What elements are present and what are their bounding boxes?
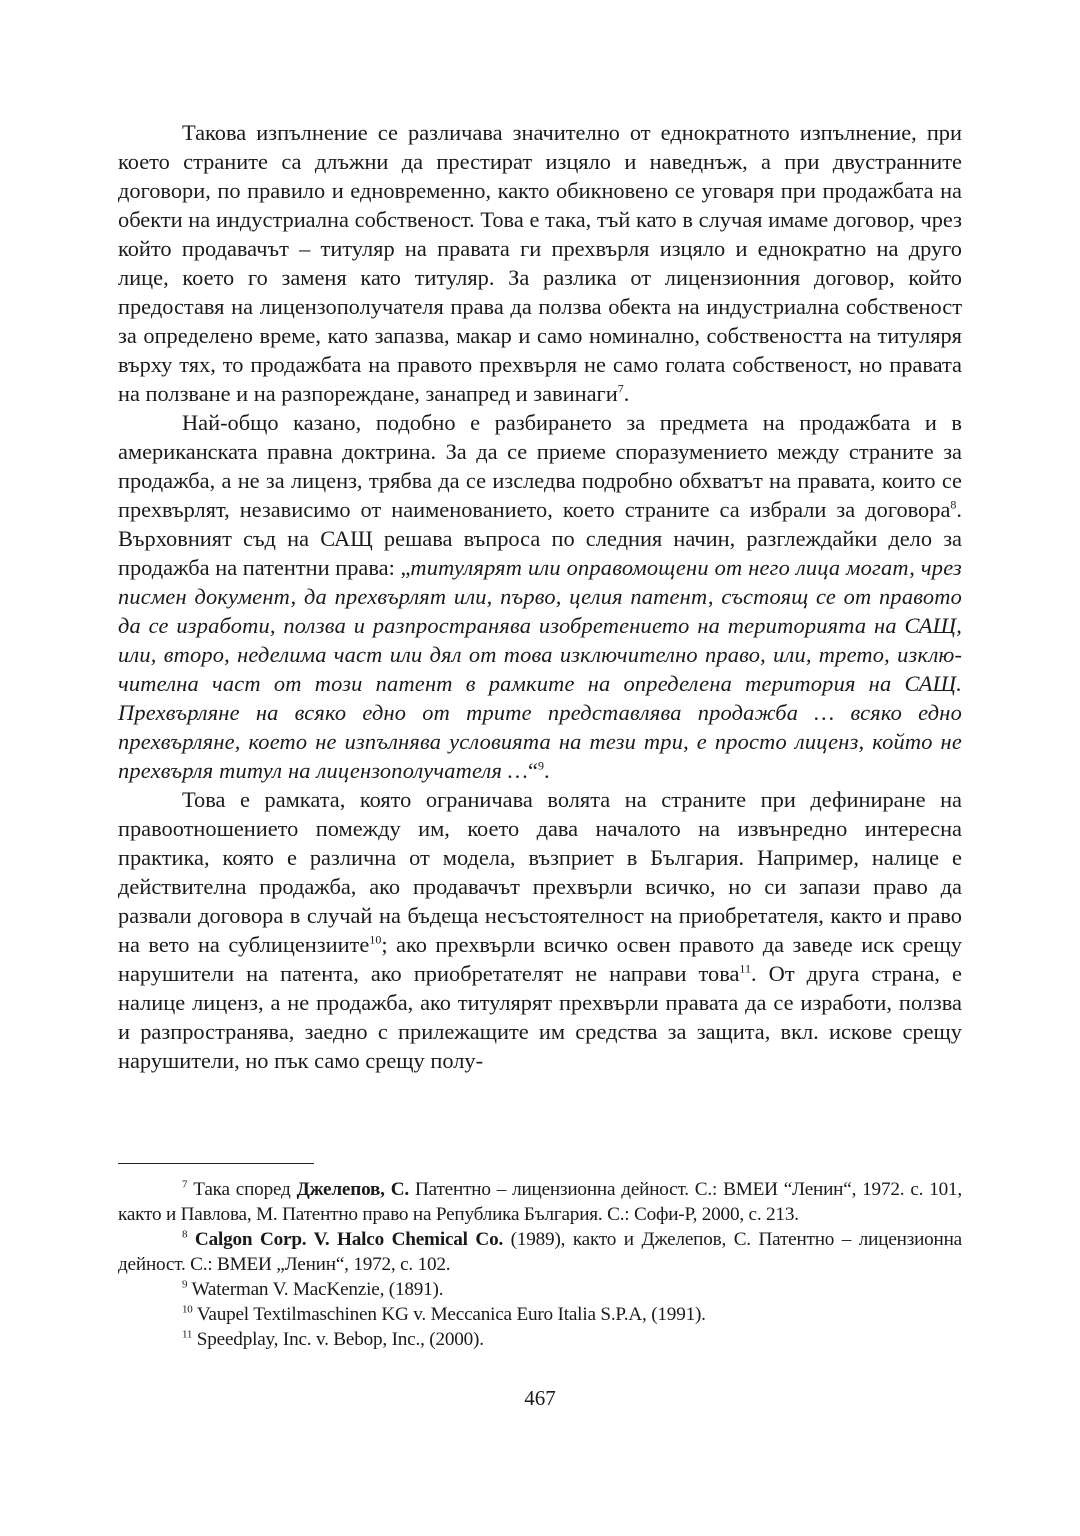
footnote-ref-8[interactable]: 8 (950, 497, 957, 512)
footnote-text: Vaupel Textilmaschinen KG v. Meccanica Euro Italia S.P.A, (1991). (192, 1304, 706, 1325)
quote-close-mark: “ (528, 758, 538, 783)
footnote-9 (118, 1277, 962, 1302)
paragraph-3 (118, 785, 962, 1075)
paragraph-2 (118, 408, 962, 785)
paragraph-2-text-cont: . Върховният съд на САЩ решава въпроса по следния начин, разглеждайки дело за продажба на патентни права: „ (118, 497, 962, 580)
footnote-7 (118, 1177, 962, 1227)
footnote-number: 8 (182, 1228, 188, 1241)
paragraph-1 (118, 118, 962, 408)
footnote-text: Waterman V. MacKenzie, (1891). (187, 1279, 444, 1300)
paragraph-3-text: Това е рамката, която ограничава волята на страните при дефиниране на правоотношението помежду им, което дава началото на извънредно интересна практика, която е различна от модела, възприет в България. Например, налице е действителна продажба, ако продавачът прехвърли всичко, но си запази право да развали договора в случай на бъдеща несъстоятелност на приобретателя, както и право на вето на сублицензиите (118, 787, 962, 957)
footnote-11 (118, 1327, 962, 1352)
footnote-case-name: Calgon Corp. V. Halco Chemical Co. (187, 1229, 504, 1250)
body-text (118, 118, 962, 1075)
paragraph-2-text: Най-общо казано, подобно е разбирането за предмета на продажбата и в американската правна доктрина. За да се приеме споразумението между страните за продажба, а не за лиценз, трябва да се изследва подробно обхватът на правата, които се прехвърлят, независимо от наименованието, което страните са избрали за договора (118, 410, 962, 522)
footnote-text: (1989), както и Джелепов, С. Патентно – лицензионна дейност. С.: ВМЕИ „Ленин“, 1972, с. 102. (118, 1229, 962, 1275)
paragraph-3-text-cont: ; ако прехвърли всичко освен правото да заведе иск срещу нарушители на патента, ако приобретателят не направи това (118, 932, 962, 986)
footnote-text: Патентно – лицензионна дейност. С.: ВМЕИ “Ленин“, 1972. с. 101, както и Павлова, М. Патентно право на Република България. С.: Софи-Р, 2000, с. 213. (118, 1179, 962, 1225)
footnote-ref-10[interactable]: 10 (369, 932, 382, 947)
footnote-ref-7[interactable]: 7 (617, 381, 624, 396)
footnote-number: 7 (182, 1178, 188, 1191)
paragraph-2-tail: . (544, 758, 550, 783)
page-number: 467 (524, 1386, 556, 1410)
footnote-ref-9[interactable]: 9 (538, 758, 544, 773)
footnote-author: Джелепов, С. (296, 1179, 410, 1200)
court-quote: титулярят или оправомощени от него лица могат, чрез писмен документ, да прехвърлят или, първо, целия патент, състоящ се от правото да се изработи, ползва и разпространява изобретението на територията на САЩ, или, второ, неделима част или дял от това изключително право, или, трето, изключителна част от този патент в рамките на определена територия на САЩ. Прехвърляне на всяко едно от трите представлява продажба … всяко едно прехвърляне, което не изпълнява условията на тези три, е просто лиценз, който не прехвърля титул на лицензополучателя … (118, 555, 962, 783)
footnote-number: 9 (182, 1278, 188, 1291)
footnotes (118, 1177, 962, 1352)
footnote-separator (118, 1163, 314, 1164)
footnote-text: Speedplay, Inc. v. Bebop, Inc., (2000). (192, 1329, 484, 1350)
footnote-8 (118, 1227, 962, 1277)
paragraph-1-tail: . (623, 381, 630, 406)
footnote-10 (118, 1302, 962, 1327)
footnote-number: 11 (182, 1328, 193, 1341)
footnote-number: 10 (182, 1303, 193, 1316)
paragraph-1-text: Такова изпълнение се различава значително от еднократното изпълнение, при което страните са длъжни да престират изцяло и наведнъж, а при двустранните договори, по правило и едновременно, както обикновено се уговаря при продажбата на обекти на индустриална собственост. Това е така, тъй като в случая имаме договор, чрез който продавачът – титуляр на правата ги прехвърля изцяло и еднократно на друго лице, което го заменя като титуляр. За разлика от лицензионния договор, който предоставя на лицензополучателя права да ползва обекта на индустриална собственост за определено време, като запазва, макар и само номинално, собствеността на титуляря върху тях, то продажбата на правото прехвърля не само голата собственост, но правата на ползване и на разпореждане, занапред и завинаги (118, 120, 962, 406)
footnote-text: Така според (187, 1179, 297, 1200)
paragraph-3-text-end: . От друга страна, е налице лиценз, а не продажба, ако титулярят прехвърли правата да се изработи, ползва и разпространява, заедно с прилежащите им средства за защита, вкл. искове срещу нарушители, но пък само срещу полу- (118, 961, 962, 1073)
footnote-ref-11[interactable]: 11 (739, 961, 751, 976)
